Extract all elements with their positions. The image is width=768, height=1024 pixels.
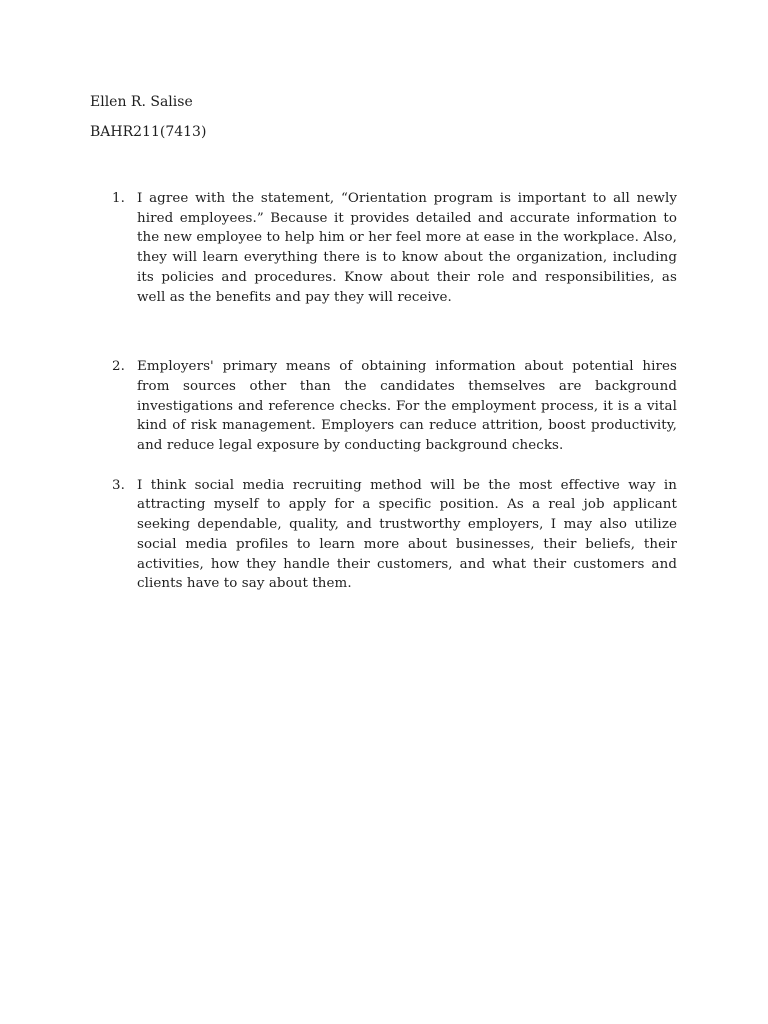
answer-number-1: 1. <box>112 191 125 206</box>
answer-number-3: 3. <box>112 477 125 493</box>
answer-list <box>112 189 677 594</box>
answer-text-2: Employers' primary means of obtaining information about potential hires from sources other than the candidates themselves are background investigations and reference checks. For the employment process, it is a vital kind of risk management. Employers can reduce attrition, boost productivity, and reduce legal exposure by conducting background checks. <box>137 359 677 454</box>
author-name: Ellen R. Salise <box>90 94 193 110</box>
answer-text-1: I agree with the statement, “Orientation program is important to all newly hired employees.” Because it provides detailed and accurate information to the new employee to help him or her feel more at ease in the workplace. Also, they will learn everything there is to know about the organization, including its policies and procedures. Know about their role and responsibilities, as well as the benefits and pay they will receive. <box>137 191 677 305</box>
course-code: BAHR211(7413) <box>90 124 207 140</box>
answer-number-2: 2. <box>112 359 125 375</box>
answer-item-1 <box>112 189 677 307</box>
answer-text-3: I think social media recruiting method will be the most effective way in attracting myself to apply for a specific position. As a real job applicant seeking dependable, quality, and trustworthy employers, I may also utilize social media profiles to learn more about businesses, their beliefs, their activities, how they handle their customers, and what their customers and clients have to say about them. <box>137 477 677 592</box>
answer-item-3 <box>112 476 677 594</box>
answer-item-2 <box>112 357 677 456</box>
